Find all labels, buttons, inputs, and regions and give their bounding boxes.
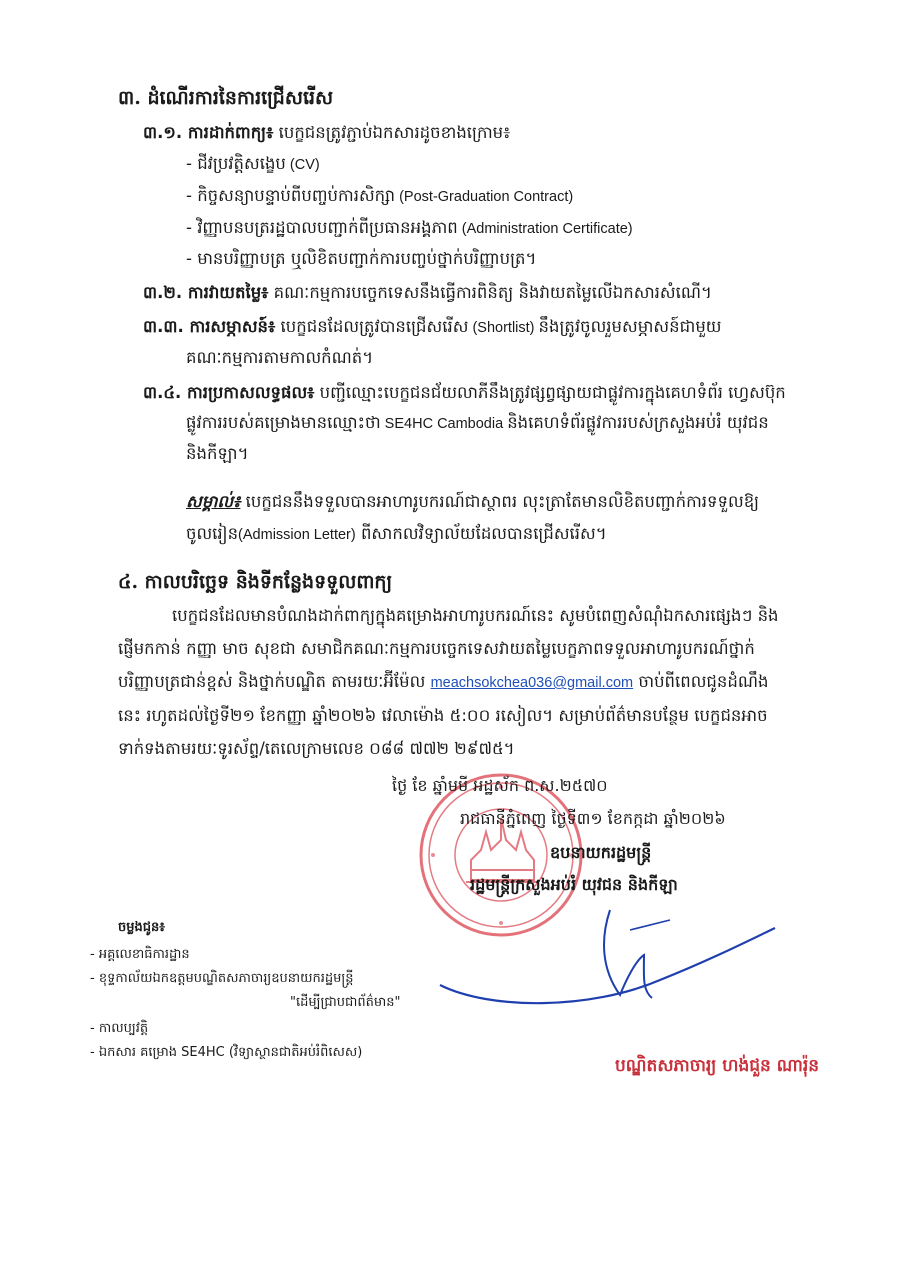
section-4-title: ៤. កាលបរិច្ឆេទ និងទីកន្លែងទទួលពាក្យ bbox=[118, 571, 393, 593]
section-4-p3-b: ចាប់ពីពេលជូនដំណឹង bbox=[633, 672, 769, 691]
section-3-3-text-b: នឹងត្រូវចូលរួមសម្ភាសន៍ជាមួយ bbox=[538, 317, 722, 336]
section-4-p3-a: បរិញ្ញាបត្រជាន់ខ្ពស់ និងថ្នាក់បណ្ឌិត តាមរយៈអ៊ីម៉ែល bbox=[118, 672, 431, 691]
section-3-3-label: ៣.៣. ការសម្ភាសន៍៖ bbox=[143, 317, 276, 336]
note-label: សម្គាល់៖ bbox=[186, 492, 241, 511]
section-3-4-text-b: ផ្លូវការរបស់គម្រោងមានឈ្មោះថា bbox=[186, 413, 381, 432]
note-line2 bbox=[186, 522, 607, 547]
bullet-cv bbox=[186, 152, 320, 177]
bullet-degree: - មានបរិញ្ញាបត្រ ឬលិខិតបញ្ជាក់ការបញ្ចប់ថ្នាក់បរិញ្ញាបត្រ។ bbox=[186, 249, 537, 268]
section-4-p1: បេក្ខជនដែលមានបំណងដាក់ពាក្យក្នុងគម្រោងអាហារូបករណ៍នេះ សូមបំពេញសំណុំឯកសារផ្សេងៗ និង bbox=[172, 606, 779, 625]
section-3-2-label: ៣.២. ការវាយតម្លៃ៖ bbox=[143, 283, 269, 302]
bullet-contract bbox=[186, 184, 573, 209]
section-3-4-en: SE4HC Cambodia bbox=[380, 416, 508, 432]
section-3-2 bbox=[143, 281, 712, 305]
section-4-p5: ទាក់ទងតាមរយៈទូរស័ព្ទ/តេលេក្រាមលេខ ០៨៨ ៧៧២ ២៩៧៥។ bbox=[118, 739, 515, 758]
email-link[interactable]: meachsokchea036@gmail.com bbox=[430, 675, 634, 691]
recipient-item-1: - អគ្គលេខាធិការដ្ឋាន bbox=[90, 947, 190, 962]
bullet-contract-en: (Post-Graduation Contract) bbox=[395, 189, 574, 205]
section-3-1-label: ៣.១. ការដាក់ពាក្យ៖ bbox=[143, 123, 274, 142]
section-3-4 bbox=[143, 381, 786, 405]
note-text-b: ចូលរៀន bbox=[186, 524, 239, 543]
section-3-3-cont: គណៈកម្មការតាមកាលកំណត់។ bbox=[186, 348, 374, 367]
signer-title-2: រដ្ឋមន្ត្រីក្រសួងអប់រំ យុវជន និងកីឡា bbox=[470, 875, 678, 894]
note-en: (Admission Letter) bbox=[238, 527, 356, 543]
note-text-a: បេក្ខជននឹងទទួលបានអាហារូបករណ៍ជាស្ថាពរ លុះត្រាតែមានលិខិតបញ្ជាក់ការទទួលឱ្យ bbox=[240, 492, 760, 511]
section-3-4-line3: និងកីឡា។ bbox=[186, 444, 249, 463]
section-3-3-en: (Shortlist) bbox=[468, 320, 539, 336]
bullet-admin-cert-en: (Administration Certificate) bbox=[457, 221, 633, 237]
signer-name: បណ្ឌិតសភាចារ្យ ហង់ជួន ណារ៉ុន bbox=[615, 1056, 820, 1076]
note-text-c: ពីសាកលវិទ្យាល័យដែលបានជ្រើសរើស។ bbox=[355, 524, 607, 543]
recipient-item-2: - ខុទ្ទកាល័យឯកឧត្តមបណ្ឌិតសភាចារ្យឧបនាយករដ្ឋមន្ត្រី bbox=[90, 971, 354, 986]
bullet-admin-cert bbox=[186, 216, 633, 241]
recipient-for-info: "ដើម្បីជ្រាបជាព័ត៌មាន" bbox=[290, 995, 401, 1010]
note bbox=[186, 490, 759, 514]
section-4-p2: ផ្ញើមកកាន់ កញ្ញា មាច សុខជា សមាជិកគណៈកម្មការបច្ចេកទេសវាយតម្លៃបេក្ខភាពទទួលអាហារូបករណ៍ថ្នាក់ bbox=[118, 639, 755, 658]
section-3-3-text-a: បេក្ខជនដែលត្រូវបានជ្រើសរើស bbox=[275, 317, 469, 336]
recipient-item-3: - កាលប្បវត្តិ bbox=[90, 1021, 149, 1036]
section-3-2-text: គណៈកម្មការបច្ចេកទេសនឹងធ្វើការពិនិត្យ និងវាយតម្លៃលើឯកសារសំណើ។ bbox=[268, 283, 712, 302]
lunar-date: ថ្ងៃ ខែ ឆ្នាំមមី អដ្ឋស័ក ព.ស.២៥៧០ bbox=[392, 776, 608, 795]
signature-icon bbox=[430, 900, 780, 1020]
solar-date: រាជធានីភ្នំពេញ ថ្ងៃទី៣១ ខែកក្កដា ឆ្នាំ២០២៦ bbox=[460, 809, 726, 828]
section-3-4-label: ៣.៤. ការប្រកាសលទ្ធផល៖ bbox=[143, 383, 315, 402]
section-3-4-text-a: បញ្ជីឈ្មោះបេក្ខជនជ័យលាភីនឹងត្រូវផ្សព្វផ្សាយជាផ្លូវការក្នុងគេហទំព័រ ហ្វេសប៊ុក bbox=[314, 383, 786, 402]
recipients-title: ចម្លងជូន៖ bbox=[118, 920, 165, 935]
bullet-contract-kh: - កិច្ចសន្យាបន្ទាប់ពីបញ្ចប់ការសិក្សា bbox=[186, 186, 396, 205]
section-3-1 bbox=[143, 121, 510, 145]
bullet-admin-cert-kh: - វិញ្ញាបនបត្ររដ្ឋបាលបញ្ជាក់ពីប្រធានអង្គភាព bbox=[186, 218, 458, 237]
section-3-4-text-c: និងគេហទំព័រផ្លូវការរបស់ក្រសួងអប់រំ យុវជន bbox=[507, 413, 769, 432]
section-3-title: ៣. ដំណើរការនៃការជ្រើសរើស bbox=[118, 87, 334, 109]
bullet-cv-kh: - ជីវប្រវត្តិសង្ខេប bbox=[186, 154, 286, 173]
section-4-p4: នេះ រហូតដល់ថ្ងៃទី២១ ខែកញ្ញា ឆ្នាំ២០២៦ វេលាម៉ោង ៥:០០ រសៀល។ សម្រាប់ព័ត៌មានបន្ថែម បេក្ខជនអាច bbox=[118, 706, 768, 725]
section-4-p3 bbox=[118, 670, 768, 695]
section-3-3 bbox=[143, 315, 722, 340]
recipient-item-4: - ឯកសារ គម្រោង SE4HC (វិទ្យាស្ថានជាតិអប់រំពិសេស) bbox=[90, 1045, 363, 1060]
section-3-1-text: បេក្ខជនត្រូវភ្ជាប់ឯកសារដូចខាងក្រោម៖ bbox=[273, 123, 511, 142]
section-3-4-line2 bbox=[186, 411, 769, 436]
signer-title-1: ឧបនាយករដ្ឋមន្ត្រី bbox=[550, 843, 652, 862]
bullet-cv-en: (CV) bbox=[285, 157, 320, 173]
